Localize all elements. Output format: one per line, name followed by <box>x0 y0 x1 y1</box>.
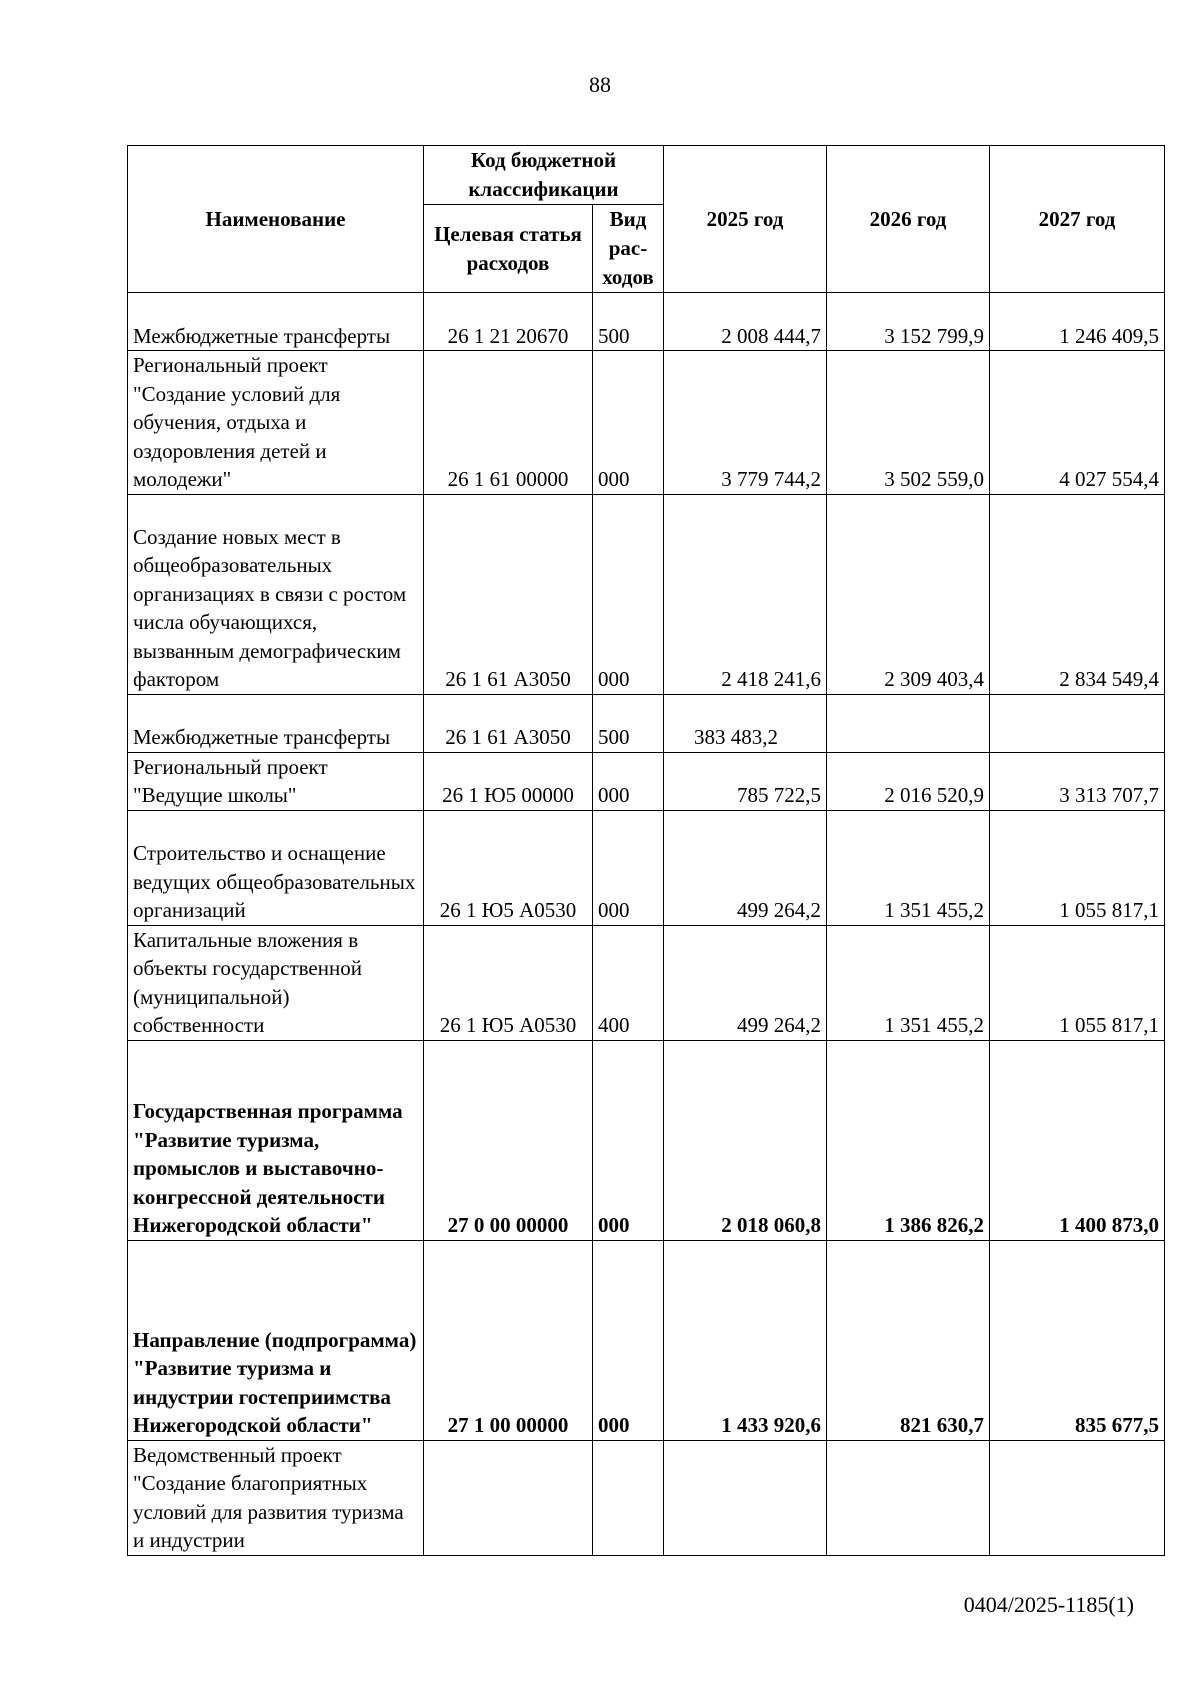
row-2025: 383 483,2 <box>664 694 827 752</box>
table-row <box>128 494 1165 694</box>
table-row <box>128 752 1165 810</box>
row-2027: 1 246 409,5 <box>990 293 1165 351</box>
row-2026 <box>827 694 990 752</box>
header-2026: 2026 год <box>827 146 990 293</box>
row-name: Региональный проект "Ведущие школы" <box>128 752 424 810</box>
table-row <box>128 1240 1165 1440</box>
header-target: Целевая статья расходов <box>424 205 593 293</box>
header-2025: 2025 год <box>664 146 827 293</box>
row-2027: 1 055 817,1 <box>990 925 1165 1040</box>
table-row <box>128 293 1165 351</box>
row-vid: 000 <box>593 810 664 925</box>
row-code: 26 1 61 А3050 <box>424 494 593 694</box>
header-2027: 2027 год <box>990 146 1165 293</box>
row-vid <box>593 1440 664 1555</box>
table-row <box>128 694 1165 752</box>
row-name: Межбюджетные трансферты <box>128 694 424 752</box>
row-code: 27 1 00 00000 <box>424 1240 593 1440</box>
row-code: 26 1 Ю5 00000 <box>424 752 593 810</box>
row-code: 26 1 61 00000 <box>424 351 593 495</box>
row-2027: 1 055 817,1 <box>990 810 1165 925</box>
row-vid: 500 <box>593 694 664 752</box>
row-2025: 2 018 060,8 <box>664 1040 827 1240</box>
row-name: Ведомственный проект "Создание благоприятных условий для развития туризма и индустрии <box>128 1440 424 1555</box>
row-2025: 785 722,5 <box>664 752 827 810</box>
row-2026: 821 630,7 <box>827 1240 990 1440</box>
row-vid: 000 <box>593 752 664 810</box>
row-2026: 2 016 520,9 <box>827 752 990 810</box>
row-2026: 2 309 403,4 <box>827 494 990 694</box>
row-2027 <box>990 1440 1165 1555</box>
header-kbk: Код бюджетной классификации <box>424 146 664 205</box>
row-vid: 000 <box>593 351 664 495</box>
row-vid: 000 <box>593 494 664 694</box>
table-row <box>128 810 1165 925</box>
row-code: 26 1 Ю5 А0530 <box>424 925 593 1040</box>
page-number: 88 <box>589 72 611 97</box>
row-code: 26 1 61 А3050 <box>424 694 593 752</box>
row-2027 <box>990 694 1165 752</box>
row-name: Межбюджетные трансферты <box>128 293 424 351</box>
row-2027: 3 313 707,7 <box>990 752 1165 810</box>
row-name: Создание новых мест в общеобразовательных организациях в связи с ростом числа обучающихся, вызванным демографическим фактором <box>128 494 424 694</box>
row-2027: 2 834 549,4 <box>990 494 1165 694</box>
row-2025: 499 264,2 <box>664 810 827 925</box>
row-name: Направление (подпрограмма) "Развитие туризма и индустрии гостеприимства Нижегородской области" <box>128 1240 424 1440</box>
document-code: 0404/2025-1185(1) <box>963 1592 1134 1617</box>
row-name: Строительство и оснащение ведущих общеобразовательных организаций <box>128 810 424 925</box>
row-2027: 835 677,5 <box>990 1240 1165 1440</box>
row-2027: 1 400 873,0 <box>990 1040 1165 1240</box>
row-code: 27 0 00 00000 <box>424 1040 593 1240</box>
header-vid: Вид рас-ходов <box>593 205 664 293</box>
row-vid: 000 <box>593 1040 664 1240</box>
row-vid: 400 <box>593 925 664 1040</box>
row-2025: 2 418 241,6 <box>664 494 827 694</box>
table-row <box>128 1040 1165 1240</box>
row-2025: 1 433 920,6 <box>664 1240 827 1440</box>
row-2025: 2 008 444,7 <box>664 293 827 351</box>
row-2025 <box>664 1440 827 1555</box>
row-2026: 3 152 799,9 <box>827 293 990 351</box>
row-name: Региональный проект "Создание условий для обучения, отдыха и оздоровления детей и молодежи" <box>128 351 424 495</box>
table-row <box>128 925 1165 1040</box>
table-row <box>128 1440 1165 1555</box>
budget-table <box>127 145 1165 1556</box>
row-2026: 1 351 455,2 <box>827 925 990 1040</box>
row-name: Капитальные вложения в объекты государственной (муниципальной) собственности <box>128 925 424 1040</box>
row-code: 26 1 Ю5 А0530 <box>424 810 593 925</box>
row-2025: 3 779 744,2 <box>664 351 827 495</box>
row-2026: 1 351 455,2 <box>827 810 990 925</box>
row-vid: 000 <box>593 1240 664 1440</box>
row-2025: 499 264,2 <box>664 925 827 1040</box>
table-row <box>128 351 1165 495</box>
row-code: 26 1 21 20670 <box>424 293 593 351</box>
row-2026 <box>827 1440 990 1555</box>
row-2026: 3 502 559,0 <box>827 351 990 495</box>
row-name: Государственная программа "Развитие туризма, промыслов и выставочно-конгрессной деятельности Нижегородской области" <box>128 1040 424 1240</box>
row-code <box>424 1440 593 1555</box>
row-2027: 4 027 554,4 <box>990 351 1165 495</box>
row-vid: 500 <box>593 293 664 351</box>
row-2026: 1 386 826,2 <box>827 1040 990 1240</box>
header-name: Наименование <box>128 146 424 293</box>
